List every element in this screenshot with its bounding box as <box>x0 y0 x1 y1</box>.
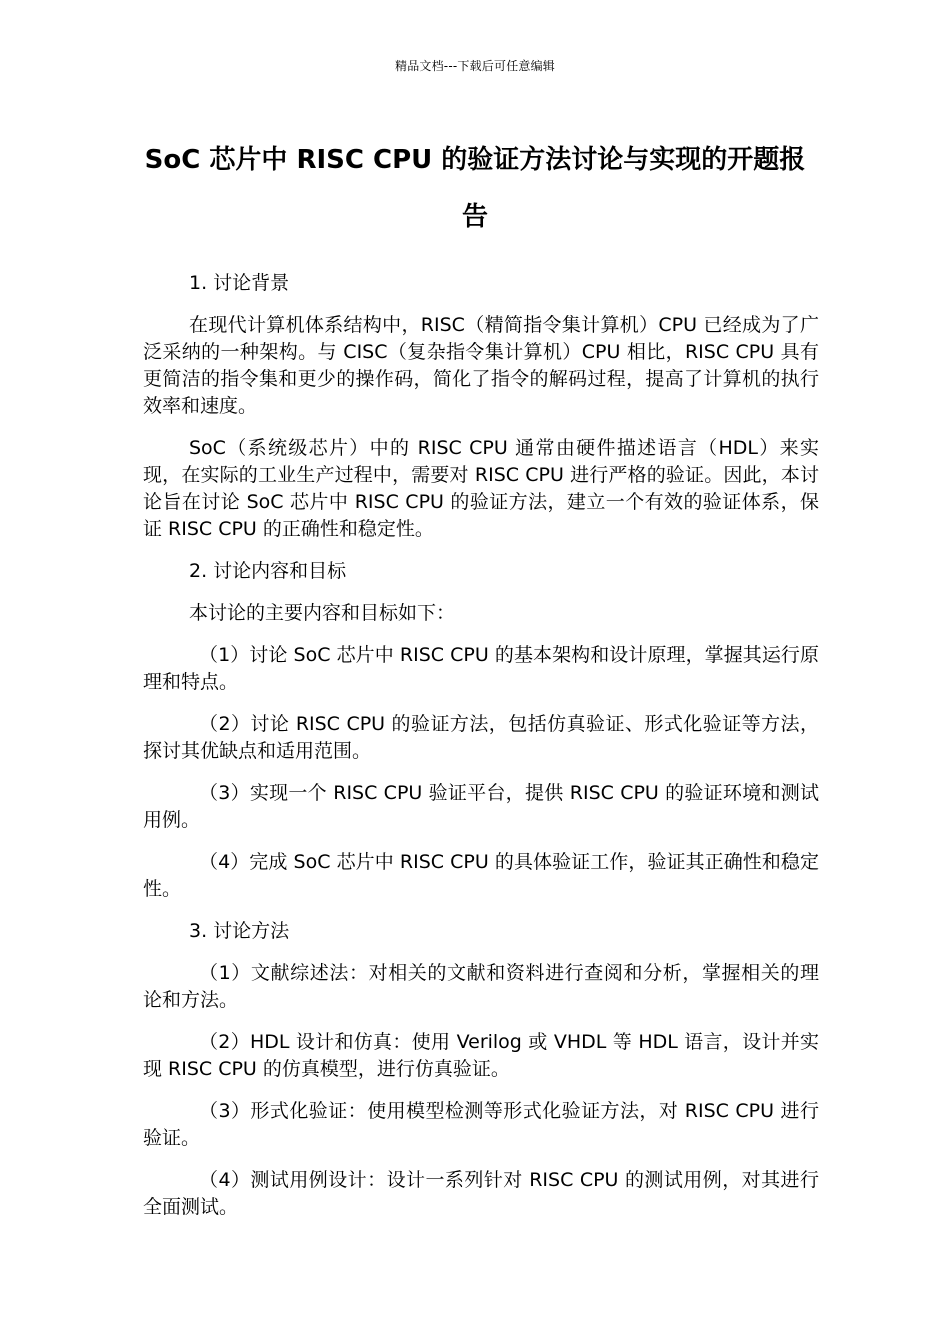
list-item-goal-3: （3）实现一个 RISC CPU 验证平台，提供 RISC CPU 的验证环境和测试用例。 <box>143 782 819 831</box>
list-item-goal-4: （4）完成 SoC 芯片中 RISC CPU 的具体验证工作，验证其正确性和稳定性。 <box>143 851 819 900</box>
list-item-method-3: （3）形式化验证：使用模型检测等形式化验证方法，对 RISC CPU 进行验证。 <box>143 1100 819 1149</box>
list-item-method-2: （2）HDL 设计和仿真：使用 Verilog 或 VHDL 等 HDL 语言，设计并实现 RISC CPU 的仿真模型，进行仿真验证。 <box>143 1031 819 1080</box>
section-heading-background: 1. 讨论背景 <box>189 272 290 294</box>
list-item-goal-1: （1）讨论 SoC 芯片中 RISC CPU 的基本架构和设计原理，掌握其运行原理和特点。 <box>143 644 819 693</box>
paragraph-goals-intro: 本讨论的主要内容和目标如下： <box>189 602 456 624</box>
section-heading-methods: 3. 讨论方法 <box>189 920 290 942</box>
header-note: 精品文档---下载后可任意编辑 <box>395 59 555 73</box>
paragraph-background-1: 在现代计算机体系结构中，RISC（精简指令集计算机）CPU 已经成为了广泛采纳的一种架构。与 CISC（复杂指令集计算机）CPU 相比，RISC CPU 具有更简洁的指令集和更少的操作码，简化了指令的解码过程，提高了计算机的执行效率和速度。 <box>143 314 819 417</box>
list-item-method-1: （1）文献综述法：对相关的文献和资料进行查阅和分析，掌握相关的理论和方法。 <box>143 962 819 1011</box>
document-body <box>143 270 819 1236</box>
paragraph-background-2: SoC（系统级芯片）中的 RISC CPU 通常由硬件描述语言（HDL）来实现，在实际的工业生产过程中，需要对 RISC CPU 进行严格的验证。因此，本讨论旨在讨论 SoC 芯片中 RISC CPU 的验证方法，建立一个有效的验证体系，保证 RISC CPU 的正确性和稳定性。 <box>143 437 819 540</box>
list-item-method-4: （4）测试用例设计：设计一系列针对 RISC CPU 的测试用例，对其进行全面测试。 <box>143 1169 819 1218</box>
list-item-goal-2: （2）讨论 RISC CPU 的验证方法，包括仿真验证、形式化验证等方法，探讨其优缺点和适用范围。 <box>143 713 819 762</box>
section-heading-content-goals: 2. 讨论内容和目标 <box>189 560 347 582</box>
document-title: SoC 芯片中 RISC CPU 的验证方法讨论与实现的开题报告 <box>144 145 806 232</box>
